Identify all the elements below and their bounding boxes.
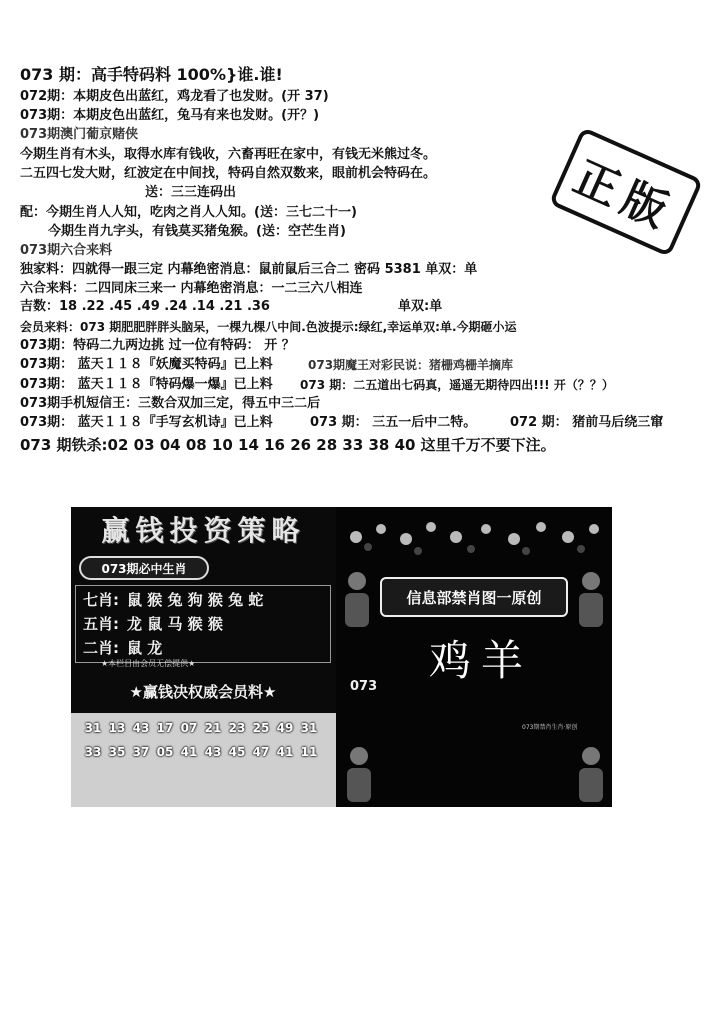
text-line: 今期生肖九字头，有钱莫买猪兔猴。(送：空芒生肖) xyxy=(48,224,346,239)
period-label: 073 xyxy=(350,679,378,694)
panel-subtitle: 073期必中生肖 xyxy=(79,556,209,580)
numbers-area xyxy=(71,713,336,807)
number-cell: 13 xyxy=(108,721,126,735)
number-cell: 37 xyxy=(132,745,150,759)
authentic-stamp: 正版 xyxy=(549,127,704,257)
zodiac-row: 七肖: 鼠 猴 兔 狗 猴 兔 蛇 xyxy=(83,591,264,609)
text-line: 073期： 蓝天１１８『妖魔买特码』已上料 xyxy=(20,357,273,372)
section-heading: 073期六合来料 xyxy=(20,243,113,258)
text-line: 独家料：四就得一跟三定 内幕绝密消息：鼠前鼠后三合二 密码 5381 单双：单 xyxy=(20,262,478,277)
zodiac-image-panel xyxy=(336,507,612,807)
member-banner: ★赢钱决权威会员料★ xyxy=(129,682,277,701)
text-line: 配：今期生肖人人知，吃肉之肖人人知。(送：三七二十一) xyxy=(20,205,357,220)
number-cell: 23 xyxy=(228,721,246,735)
zodiac-row: 五肖: 龙 鼠 马 猴 猴 xyxy=(83,615,223,633)
number-cell: 07 xyxy=(180,721,198,735)
number-cell: 41 xyxy=(276,745,294,759)
number-cell: 05 xyxy=(156,745,174,759)
zodiac-animals: 鸡羊 xyxy=(428,636,533,685)
number-cell: 49 xyxy=(276,721,294,735)
number-cell: 41 xyxy=(180,745,198,759)
number-cell: 43 xyxy=(132,721,150,735)
number-cell: 33 xyxy=(84,745,102,759)
text-line: 今期生肖有木头，取得水库有钱收，六畜再旺在家中，有钱无米熊过冬。 xyxy=(20,147,437,162)
text-line: 073 期铁杀:02 03 04 08 10 14 16 26 28 33 38 40 这里千万不要下注。 xyxy=(20,436,556,454)
number-cell: 45 xyxy=(228,745,246,759)
number-cell: 43 xyxy=(204,745,222,759)
portrait-image xyxy=(342,567,372,627)
number-cell: 35 xyxy=(108,745,126,759)
numbers-row xyxy=(81,745,321,759)
number-cell: 47 xyxy=(252,745,270,759)
section-heading: 073期澳门葡京赌侠 xyxy=(20,127,139,142)
text-line: 吉数：18 .22 .45 .49 .24 .14 .21 .36 xyxy=(20,299,270,314)
portrait-image xyxy=(344,742,374,802)
text-line: 073 期： 三五一后中二特。 xyxy=(310,415,477,430)
text-line: 073期手机短信王：三数合双加三定，得五中三二后 xyxy=(20,396,321,411)
text-line: 单双:单 xyxy=(398,299,443,314)
number-cell: 25 xyxy=(252,721,270,735)
panel-title: 赢钱投资策略 xyxy=(101,514,306,547)
flower-decoration xyxy=(336,507,612,567)
text-line: 六合来料：二四同床三来一 内幕绝密消息：一二三六八相连 xyxy=(20,281,363,296)
text-line: 073期：特码二九两边挑 过一位有特码： 开 ？ xyxy=(20,338,295,353)
text-line: 会员来料：073 期肥肥胖胖头脑呆，一棵九棵八中间.色波提示:绿红,幸运单双:单.今期砸小运 xyxy=(20,320,517,334)
strategy-panel xyxy=(71,507,336,807)
panel-note: ★本栏目由会员无偿提供★ xyxy=(101,659,196,668)
number-cell: 17 xyxy=(156,721,174,735)
zodiac-row: 二肖: 鼠 龙 xyxy=(83,639,163,657)
caption-text: 073期禁肖生肖·原创 xyxy=(522,724,578,731)
title-line: 073 期：高手特码料 100%}谁.谁! xyxy=(20,65,283,84)
text-line: 073 期：二五道出七码真，遥遥无期待四出!!! 开（？？） xyxy=(300,378,614,392)
number-cell: 11 xyxy=(300,745,318,759)
number-cell: 31 xyxy=(300,721,318,735)
text-line: 073期：本期皮色出蓝红，兔马有来也发财。(开？) xyxy=(20,108,320,123)
text-line: 072 期： 猪前马后绕三窜 xyxy=(510,415,664,430)
text-line: 二五四七发大财，红波定在中间找，特码自然双数来，眼前机会特码在。 xyxy=(20,166,437,181)
text-line: 送：三三连码出 xyxy=(145,185,237,200)
text-line: 073期： 蓝天１１８『手写玄机诗』已上料 xyxy=(20,415,273,430)
banner-title: 信息部禁肖图一原创 xyxy=(380,577,568,617)
numbers-row xyxy=(81,721,321,735)
text-line: 072期：本期皮色出蓝红，鸡龙看了也发财。(开 37) xyxy=(20,89,329,104)
text-line: 073期魔王对彩民说：猪栅鸡栅羊摘库 xyxy=(308,358,514,372)
portrait-image xyxy=(576,567,606,627)
portrait-image xyxy=(576,742,606,802)
number-cell: 21 xyxy=(204,721,222,735)
text-line: 073期： 蓝天１１８『特码爆一爆』已上料 xyxy=(20,377,273,392)
number-cell: 31 xyxy=(84,721,102,735)
